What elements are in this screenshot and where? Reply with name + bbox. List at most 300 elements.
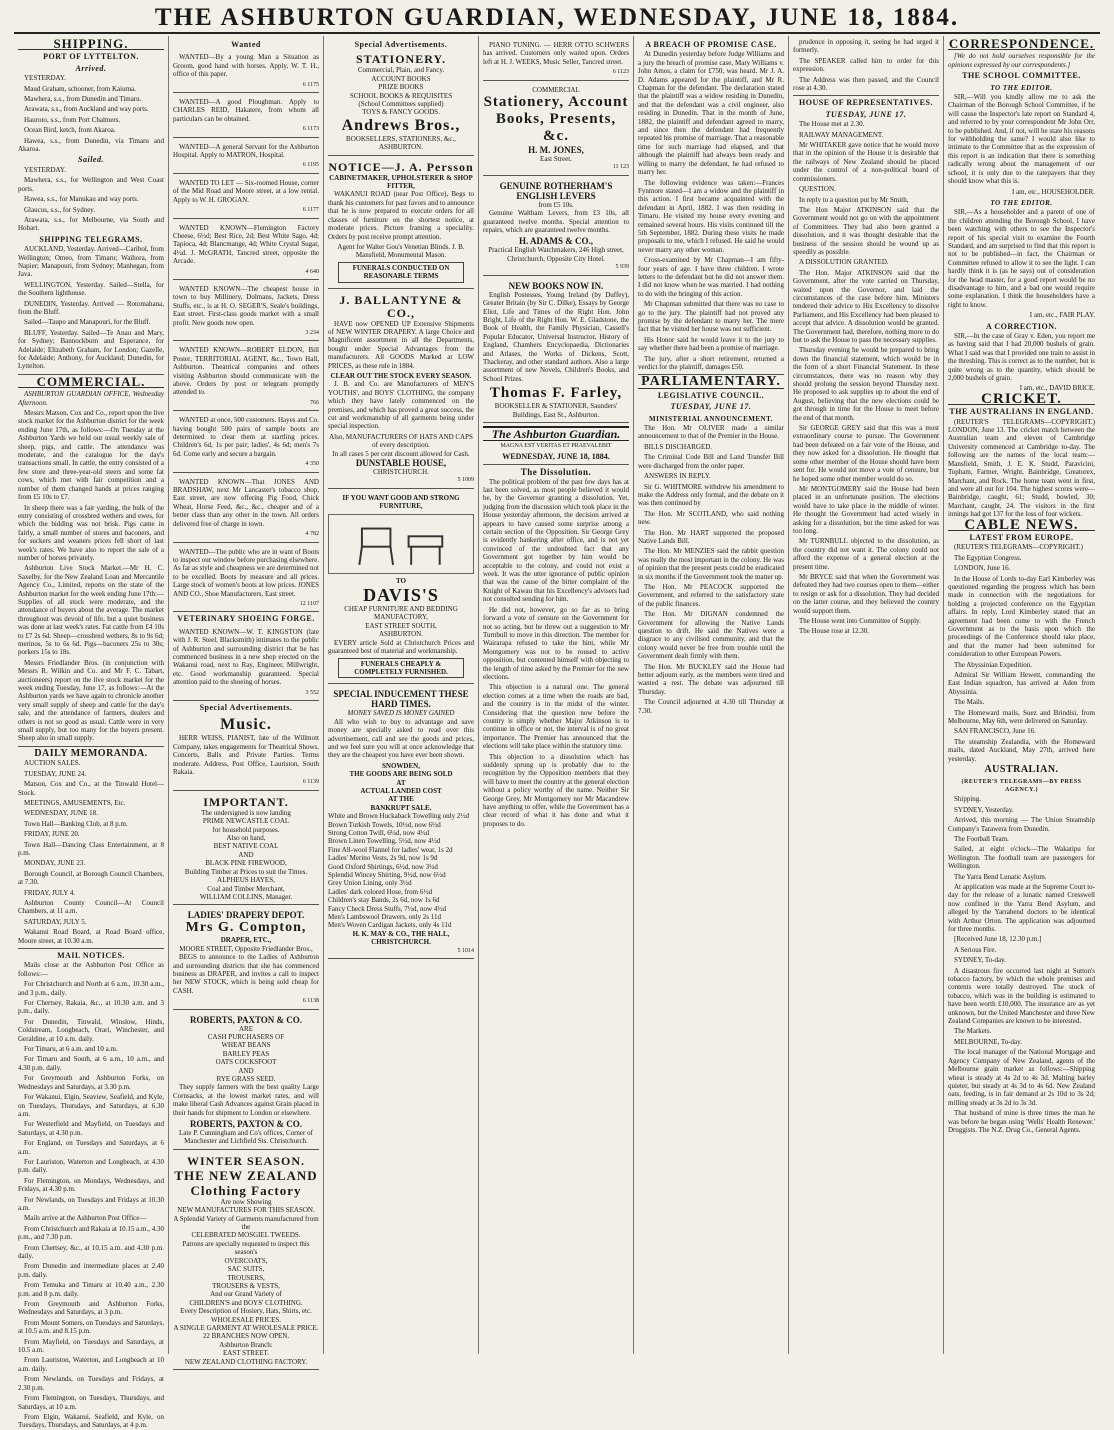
new-books-text: English Postesses, Young Ireland (by Duffey), Greater Britain (by Sir C. Dilke), Essays by George Eliot, Life and Times of the Right Hon. John Bright, Life of the Right Hon. W. E. Gladstone, the Book of Health, the Family Physician, Cassell's Popular Educator, Universal Instructor, History of England, Chambers Encyclopaedia, Dictionaries and Atlases, the Works of Dickens, Scott, Thackeray, and other standard authors. Also a large assortment of new Novels, Children's Books, and School Prizes. <box>483 290 629 383</box>
memoranda-list <box>18 759 164 945</box>
compton-text: BEGS to announce to the Ladies of Ashburton and surrounding districts that she has commenced business as DRAPER, and invites a call to inspect her NEW STOCK, which is being sold cheap for CASH. <box>173 953 319 995</box>
council-date: TUESDAY, JUNE 17. <box>670 402 752 412</box>
genuine-text: Genuine Waltham Levers, from £3 10s, all guaranteed twelve months. Special attention to repairs, which are guaranteed twelve months. <box>483 209 629 235</box>
dissolution-paragraph: The political problem of the past few days has at last been solved, as most people believed it would be, by the Governor granting a dissolution. Yet, judging from the discussion which took place in the House yesterday afternoon, the decision arrived at appears to have caused some surprise among a certain section of the Opposition. Sir George Grey is evidently hankering after office, and is not yet convinced of the undoubted fact that any Government got together by him would be acceptable to the colony, and could not exist a week. It was the utter ignorance of public opinion that was the cause of the bitter complaint of the Knight of Kawau that his Excellency's advisers had not consulted sending for him. <box>483 477 629 604</box>
clothing-line: EAST STREET. <box>222 1349 270 1358</box>
memoranda-item: TUESDAY, JUNE 24. <box>24 769 87 778</box>
farley-heading: Thomas F. Farley, <box>489 385 623 402</box>
school-committee-heading: THE SCHOOL COMMITTEE. <box>962 71 1081 81</box>
mail-paragraph: From Lauriston, Waterton, and Longbeach at 10 a.m. daily. <box>18 1356 164 1373</box>
arrived-item: Hawea, s.s., from Dunedin, via Timaru and Akaroa. <box>18 136 164 154</box>
house-paragraph: Sir GEORGE GREY said that this was a most extraordinary course to pursue. The Government had been defeated on a fair vote of the House, and they now asked for a dissolution. He thought that some other member of the House should have been sent for. He would not move a vote of censure, but he hoped some other member would do so. <box>793 424 939 483</box>
memoranda-item: FRIDAY, JUNE 20. <box>24 830 80 839</box>
house-paragraph: Thursday evening he would be prepared to bring down the financial statement, which would be in the form of a short Financial Statement. In these circumstances, there was no reason why they should prolong the session beyond Thursday next. He proposed to ask supplies up to about the end of August, believing that the new elections could be got through in time for the House to meet before the end of that month. <box>793 346 939 422</box>
house-paragraph: Mr WHITAKER gave notice that he would move that in the opinion of the House it is desirable that the railways of New Zealand should be placed under the control of a non-political board of commissioners. <box>793 141 939 183</box>
music-ad <box>173 713 319 790</box>
wanted-ad-ref: 766 <box>310 399 319 406</box>
roberts-paxton-ad <box>173 1012 319 1150</box>
coal-line: Building Timber at Prices to suit the Times. <box>184 867 308 876</box>
jones-heading: H. M. JONES, <box>528 145 584 156</box>
stationery-line: PRIZE BOOKS <box>378 83 424 92</box>
wanted-ad-text: WANTED TO LET — Six-roomed House, corner of the Mid Road and Moore street, at a low rental. Apply to W. H. GROGAN. <box>173 178 319 204</box>
new-books-heading: NEW BOOKS NOW IN. <box>508 280 604 291</box>
letter-2-text: SIR,—As a householder and a parent of one of the children attending the Borough School, I have been watching with others to see the Inspector's report of his special visit to examine the Fourth Standard, and am surprised to find that this report is not to be published—in fact, the Chairman or Committee refused to allow it to see the light. I can hardly think it is (as he says) out of consideration for the head master, for a good report would be no disadvantage to him, and a bad one would require some explanation. I think the householders have a right to know. <box>948 208 1095 309</box>
ballantyne-also: Also, MANUFACTURERS OF HATS AND CAPS of every description. <box>329 432 473 450</box>
adams-text: Practical English Watchmakers, 246 High street, Christchurch, Opposite City Hotel. <box>488 246 624 263</box>
andrews-heading: Andrews Bros., <box>341 116 461 134</box>
davis-heading: DAVIS'S <box>363 585 439 606</box>
davis-line: ASHBURTON. <box>379 630 423 639</box>
wanted-ad-text: WANTED KNOWN—That JONES AND BRADSHAW, next Mr Lancaster's tobacco shop, East street, are now offering Pig Food, Chick Wheat, Horse Feed, &c., &c., cheaper and of a better class than any other in the town. All orders delivered free of charge in town. <box>173 477 319 528</box>
bankrupt-line: AT THE <box>388 795 414 804</box>
music-heading: Music. <box>220 716 272 734</box>
ballantyne-more: J. B. and Co. are Manufacturers of MEN'S YOUTHS', and BOYS' CLOTHING, the company which they have lately commenced on the premises, and which has proved a great success, the cut and workmanship of all garments being under special inspection. <box>328 380 474 431</box>
clothing-line: Patrons are specially requested to inspect this season's <box>182 1239 310 1257</box>
telegram-paragraph: WELLINGTON, Yesterday. Sailed—Stella, for the Southern lighthouse. <box>18 280 164 298</box>
telegram-paragraph: Sailed—Taupo and Manapouri, for the Bluff. <box>24 318 151 327</box>
special-inducement-heading: SPECIAL INDUCEMENT THESE HARD TIMES. <box>333 689 469 710</box>
mail-paragraph: For Timaru and South, at 6 a.m., 10 a.m., and 4.30 p.m. daily. <box>18 1055 164 1072</box>
telegram-paragraph: AUCKLAND, Yesterday. Arrived—Caribol, from Wellington; Omeo, from Timaru; Waihora, from Napier; Manapouri, from Sydney; Manhegan, from Java. <box>18 245 164 279</box>
stationery-ad <box>328 50 474 155</box>
bankrupt-ref: 5 1014 <box>457 947 474 954</box>
bankrupt-item: Ladies' Merino Vests, 2s 9d, now 1s 9d <box>328 854 438 863</box>
breach-paragraph: At Dunedin yesterday before Judge Williams and a jury the breach of promise case, Mary Williams v. John Amos, a claim for £750, was heard. Mr J. A. D. Adams appeared for the plaintiff, and Mr R. Chapman for the defendant. The declaration stated that the plaintiff was a widow residing in Dunedin, and that the defendant was a civil engineer, also residing in Dunedin. That in the month of June, 1882, the plaintiff and defendant agreed to marry, and since then the defendant had frequently repeated his promise of marriage. That a reasonable time for such marriage had elapsed, and that although the plaintiff had always been ready and willing to marry the defendant, he had refused to marry her. <box>638 50 784 177</box>
continued-paragraph: prudence in opposing it, seeing he had urged it formerly. <box>793 38 939 55</box>
clothing-line: TROUSERS, <box>227 1273 265 1282</box>
correspondence-note: [We do not hold ourselves responsible for the opinions expressed by our correspondents.] <box>948 52 1095 69</box>
roberts-footer-address: Late P. Cunningham and Co's offices, Corner of Manchester and Lichfield Sts. Christchurch. <box>179 1129 313 1146</box>
roberts-lines <box>173 1025 319 1084</box>
piano-text: PIANO TUNING. — HERR OTTO SCHWERS has arrived. Customers only waited upon. Orders left at H. J. WEEKS, Music Seller, Tancred street. <box>483 41 629 66</box>
roberts-heading: ROBERTS, PAXTON & CO. <box>189 1014 303 1025</box>
council-list <box>638 424 784 715</box>
house-paragraph: In reply to a question put by Mr Smith, <box>799 195 909 204</box>
mail-paragraph: From Dunedin and intermediate places at 2.40 p.m. daily. <box>18 1262 164 1279</box>
house-paragraph: The House went into Committee of Supply. <box>799 617 921 625</box>
stationery-heading: STATIONERY. <box>355 52 447 67</box>
australian-paragraph: The Markets. <box>954 1027 992 1036</box>
mail-paragraph: From Greymouth and Ashburton Forks, Wednesdays and Saturdays, at 3 p.m. <box>18 1300 164 1317</box>
sailed-item: Arawata, s.s., for Melbourne, via South and Hobart. <box>18 215 164 233</box>
mail-paragraph: From Christchurch and Rakaia at 10.15 a.m., 4.30 p.m., and 7.30 p.m. <box>18 1224 164 1242</box>
dissolution-paragraph: This objection is a natural one. The general election comes at a time when the roads are bad, and the country is in the midst of the winter. Considering that the question now before the country is simply whether Major Atkinson is to continue in office or not, the interval is of no great importance. The Premier has announced that the elections will take place within the statutory time. <box>483 683 629 751</box>
australian-paragraph: Shipping. <box>954 795 982 804</box>
clothing-line: CHILDREN'S and BOYS' CLOTHING. <box>189 1298 303 1307</box>
wanted-ad-ref: 6 1195 <box>302 162 319 169</box>
stationery-big-heading: Stationery, Account Books, Presents, &c. <box>483 94 629 145</box>
house-paragraph: The House rose at 12.30. <box>799 627 869 636</box>
letter-1-signature: I am, etc., HOUSEHOLDER. <box>1011 187 1095 196</box>
breach-paragraph: The jury, after a short retirement, returned a verdict for the plaintiff, damages £50. <box>638 354 784 372</box>
australian-paragraph: A disastrous fire occurred last night at Sutton's tobacco factory, by which the whole premises and contents were totally destroyed. The stock of tobacco, which was in the building is estimated to have been worth £10,000. The insurance are as yet unknown, but the United Manchester and three New Zealand Companies are known to be interested. <box>948 966 1095 1026</box>
adams-ref: 5 939 <box>615 264 629 271</box>
breach-list <box>638 50 784 371</box>
column-1 <box>14 36 169 1430</box>
memoranda-heading: DAILY MEMORANDA. <box>34 747 148 759</box>
roberts-line: BARLEY PEAS <box>222 1049 270 1058</box>
bankrupt-items <box>328 812 474 930</box>
dissolution-paragraph: He did not, however, go so far as to bring forward a vote of censure on the Government for not so acting, but he threw out a suggestion to Mr Turnbull to move in this direction. The member for Wairarapa refused to take the hint, while Mr Montgomery was not to be roused to active opposition, but contented himself with objecting to the length of time asked by the Premier for the new elections. <box>483 605 629 681</box>
coal-ad <box>173 793 319 905</box>
column-5 <box>634 36 789 1354</box>
council-paragraph: The Hon. Mr HART supported the proposed Native Lands Bill. <box>638 528 784 545</box>
editorial-masthead: The Ashburton Guardian. <box>483 426 629 441</box>
arrived-item: Maud Graham, schooner, from Kaiuma. <box>24 84 136 93</box>
clothing-line: OVERCOATS, <box>224 1256 268 1265</box>
council-subheading: MINISTERIAL ANNOUNCEMENT. <box>649 414 773 423</box>
cable-paragraph: The Mails. <box>954 698 985 707</box>
andrews-subheading: BOOKSELLERS, STATIONERS, &c., ASHBURTON. <box>346 134 456 152</box>
council-paragraph: Sir G. WHITMORE withdrew his amendment to make the Address only formal, and the debate on it was then continued by <box>638 482 784 508</box>
mail-paragraph: For Timaru, at 6 a.m. and 10 a.m. <box>24 1045 118 1054</box>
australian-paragraph: Arrived, this morning — The Union Steamship Company's Tarawera from Dunedin. <box>948 816 1095 833</box>
correspondence-heading: CORRESPONDENCE. <box>948 36 1095 51</box>
editorial-date: WEDNESDAY, JUNE 18, 1884. <box>502 451 610 461</box>
australian-paragraph: The Football Team. <box>954 834 1009 843</box>
mail-paragraph: From Temuka and Timaru at 10.40 a.m., 2.30 p.m. and 8 p.m. daily. <box>18 1281 164 1298</box>
roberts-line: ARE <box>239 1024 253 1033</box>
sailed-item: YESTERDAY. <box>24 165 66 174</box>
bankrupt-item: Men's Woven Cardigan Jackets, only 4s 11d <box>328 921 452 930</box>
coal-line: BLACK PINE FIREWOOD, <box>205 859 287 868</box>
clothing-line: Are now Showing <box>220 1197 272 1206</box>
divider <box>18 746 164 747</box>
farley-subheading: BOOKSELLER & STATIONER, Saunders' Buildings, East St., Ashburton. <box>494 402 618 419</box>
clothing-line: 22 BRANCHES NOW OPEN. <box>202 1332 290 1341</box>
wanted-ad-ref: 4 782 <box>305 531 319 538</box>
ballantyne-ad <box>328 291 474 489</box>
coal-line: WILLIAM COLLINS, Manager. <box>199 892 293 901</box>
stationery-line: TOYS & FANCY GOODS. <box>362 108 440 117</box>
stationery-lines <box>328 66 474 116</box>
letter-to-editor-2: TO THE EDITOR. <box>990 198 1053 207</box>
compton-ad <box>173 907 319 1009</box>
dunstable-subheading: CHRISTCHURCH. <box>373 468 429 477</box>
mail-paragraph: For Lauriston, Waterton and Longbeach, at 4.30 p.m. daily. <box>18 1157 164 1175</box>
correction-signature: I am, etc., DAVID BRICE. <box>1019 384 1095 393</box>
bankrupt-line: THE GOODS ARE BEING SOLD <box>349 770 453 779</box>
bankrupt-item: Ladies' dark colored Hose, from 6½d <box>328 887 433 896</box>
column-6 <box>789 36 944 1354</box>
cricket-heading: CRICKET. <box>948 395 1095 405</box>
commercial-paragraph: Messrs Matson, Cox and Co., report upon the live stock market for the Ashburton district for the week ending June 17th, as follows:—On Tuesday at the Ashburton Yards we held our usual weekly sale of sheep, pigs, and cattle. The attendance was moderate, and the catalogue for the day's transactions small. In cattle, the entry consisted of a few store and three-year-old steers and some fat cows, which met with fair competition and a number of them changed hands at prices ranging from £5 10s to £7. <box>18 409 164 502</box>
bankrupt-sale-ad <box>328 686 474 959</box>
wanted-ad-text: WANTED—A good Ploughman. Apply to CHARLES REID, Hakatere, from whom all particulars can be obtained. <box>173 98 319 123</box>
column-3 <box>324 36 479 1354</box>
council-paragraph: The Criminal Code Bill and Land Transfer Bill were discharged from the order paper. <box>638 453 784 470</box>
sailed-item: Mawhera, s.s., for Wellington and West Coast ports. <box>18 176 164 193</box>
shipping-telegrams-heading: SHIPPING TELEGRAMS. <box>39 234 143 244</box>
dissolution-heading: The Dissolution. <box>520 467 592 478</box>
newspaper-title: THE ASHBURTON GUARDIAN, WEDNESDAY, JUNE 18, 1884. <box>154 4 960 31</box>
davis-line: EAST STREET SOUTH, <box>365 621 437 630</box>
bankrupt-item: Fine All-wool Flannel for ladies' wear, 1s 2d <box>328 845 453 854</box>
memoranda-item: Matson, Cox and Co., at the Tinwald Hotel—Stock. <box>18 780 164 797</box>
coal-line: Also on hand, <box>226 834 266 843</box>
coal-line: for household purposes. <box>212 825 280 834</box>
sailed-item: Hawea, s.s., for Manukau and way ports. <box>24 195 139 204</box>
sailed-heading: Sailed. <box>78 155 104 165</box>
breach-heading: A BREACH OF PROMISE CASE. <box>645 40 777 49</box>
wanted-ad-text: WANTED at once, 500 customers. Hayes and Co. having bought 500 pairs of sample boots are determined to clear them at startling prices. Children's 6d, 1s per pair; ladies', 4s 6d; men's 7s 6d. Come early and secure a bargain. <box>173 416 319 458</box>
clothing-line: TROUSERS & VESTS, <box>212 1281 280 1290</box>
mail-paragraph: For Flemington, on Mondays, Wednesdays, and Fridays, at 4.30 p.m. <box>18 1176 164 1194</box>
council-paragraph: The Hon. Mr PEACOCK supported the Government, and referred to the satisfactory state of the public finances. <box>638 582 784 608</box>
mail-paragraph: For Christchurch and North at 6 a.m., 10.30 a.m., and 3 p.m., daily. <box>18 980 164 997</box>
roberts-line: OATS COCKSFOOT <box>215 1058 277 1067</box>
australian-paragraph: The Yarra Bend Lunatic Asylum. <box>954 872 1047 881</box>
chair-illustration <box>328 514 474 574</box>
mail-paragraph: From Elgin, Wakanui, Seafield, and Kyle, on Tuesdays, Thursdays, and Saturdays, at 4 p.m. <box>18 1412 164 1430</box>
inducement-text: All who wish to buy to advantage and save money are specially asked to read over this advertisement, call and see the goods and prices, and we feel sure you will at once acknowledge that they are the cheapest you have ever been shown. <box>328 717 474 760</box>
memoranda-item: MEETINGS, AMUSEMENTS, Etc. <box>24 798 126 807</box>
persson-agent: Agent for Walter Gou's Venetian Blinds. J. B. Mansfield, Monumental Mason. <box>337 242 465 260</box>
vet-forge-ref: 3 552 <box>305 689 319 696</box>
coal-line: ALPHEUS HAYES, <box>217 876 275 885</box>
bankrupt-item: Children's stay Bands, 2s 6d, now 1s 6d <box>328 896 440 905</box>
stationery-line: ACCOUNT BOOKS <box>371 74 431 83</box>
clothing-line: A SINGLE GARMENT AT WHOLESALE PRICE. <box>173 1323 319 1332</box>
mail-paragraph: For Newlands, on Tuesdays and Fridays at 10.30 a.m. <box>18 1195 164 1212</box>
letter-to-editor-1: TO THE EDITOR. <box>990 83 1053 92</box>
roberts-footer: ROBERTS, PAXTON & CO. <box>189 1119 303 1130</box>
mail-list <box>18 961 164 1429</box>
stationery-line: (School Committees supplied) <box>358 100 444 109</box>
house-paragraph: Mr MONTGOMERY said the House had been placed in an unfortunate position. The elections would have to take place in the middle of winter. He thought the Government had acted wisely in asking for a dissolution, but the time asked for was too long. <box>793 484 939 535</box>
memoranda-item: SATURDAY, JULY 5. <box>24 917 87 926</box>
mail-paragraph: From Mayfield, on Tuesdays and Saturdays, at 10.5 a.m. <box>18 1337 164 1355</box>
mail-paragraph: Mails arrive at the Ashburton Post Office— <box>24 1214 147 1223</box>
arrived-heading: Arrived. <box>75 63 107 73</box>
arrived-item: Hauroto, s.s., from Port Chalmers. <box>24 115 121 124</box>
port-heading: PORT OF LYTTELTON. <box>43 52 139 62</box>
australian-paragraph: That husband of mine is three times the man he was before he began using 'Wells' Health Renewer.' Druggists. The N.Z. Drug Co., General Agents. <box>948 1109 1095 1134</box>
roberts-line: WHEAT BEANS <box>221 1041 271 1050</box>
money-saved: MONEY SAVED IS MONEY GAINED <box>347 709 455 718</box>
clothing-line: SAC SUITS, <box>227 1265 265 1274</box>
commercial-paragraph: In sheep there was a fair yarding, the bulk of the entry consisting of crossbred wethers and ewes, for which the bidding was not brisk. Pigs came in fairly, a small number of stores and baconers, and for suckers and weaners prices fell short of last week's rates. We have also to report the sale of a number of horses privately. <box>18 503 164 562</box>
memoranda-item: AUCTION SALES. <box>24 759 81 768</box>
compton-address: MOORE STREET, Opposite Friedlander Bros., <box>179 944 313 953</box>
council-paragraph: The Council adjourned at 4.30 till Thursday at 7.30. <box>638 698 784 715</box>
house-paragraph: RAILWAY MANAGEMENT. <box>799 130 884 139</box>
continued-paragraph: The SPEAKER called him to order for this expression. <box>793 56 939 74</box>
column-7 <box>944 36 1099 1354</box>
vet-forge-ad <box>173 625 319 701</box>
music-text: HERR WEISS, PIANIST, late of the Willmott Company, takes engagements for Theatrical Shows, Concerts, Balls and Private Parties. Terms moderate. Address, Post Office, Lauriston, South Rakaia. <box>173 734 319 777</box>
house-heading: HOUSE OF REPRESENTATIVES. <box>799 98 933 108</box>
clothing-line: NEW MANUFACTURES FOR THIS SEASON. <box>177 1206 315 1215</box>
coal-line: PRIME NEWCASTLE COAL <box>202 817 290 826</box>
australian-paragraph: SYDNEY, To-day. <box>954 956 1006 965</box>
davis-to: TO <box>396 576 406 585</box>
wanted-ad-ref: 3 234 <box>305 329 319 336</box>
australian-paragraph: A Serious Fire. <box>954 945 997 954</box>
commercial-heading: COMMERCIAL. <box>18 378 164 388</box>
memoranda-item: Ashburton County Council—At Council Chambers, at 11 a.m. <box>18 898 164 916</box>
stationery-line: SCHOOL BOOKS & REQUISITES <box>349 91 453 100</box>
genuine-subheading: from £5 10s. <box>538 200 574 209</box>
council-paragraph: The Hon. Mr SCOTLAND, who said nothing new. <box>638 509 784 527</box>
davis-ad <box>328 491 474 684</box>
mail-paragraph: Mails close at the Ashburton Post Office as follows:— <box>18 961 164 978</box>
dunstable-ref: 5 1009 <box>457 477 474 484</box>
bankrupt-item: Brown Turkish Towels, 10½d, now 6½d <box>328 820 441 829</box>
arrived-item: Ocean Bird, ketch, from Akaroa. <box>24 126 116 135</box>
clothing-lines <box>173 1198 319 1366</box>
continued-list <box>793 38 939 92</box>
breach-paragraph: The following evidence was taken:—Frances Fynmore stated—I am a widow and the plaintiff in this action. I first became acquainted with the defendant in April, 1882. I was then residing in Timaru. He visited my house every evening and remained several hours. His visits continued till the 5th September, 1882. During these visits he made proposals to me, which I refused. He said he would never marry any other woman. <box>638 178 784 254</box>
adams-heading: H. ADAMS & CO., <box>519 236 593 247</box>
memoranda-item: Wakanui Road Board, at Road Board office, Moore street, at 10.30 a.m. <box>18 928 164 945</box>
council-paragraph: ANSWERS IN REPLY. <box>644 472 711 481</box>
cable-paragraph: SAN FRANCISCO, June 16. <box>954 727 1036 736</box>
stationery-line: Commercial, Plain, and Fancy. <box>357 66 445 75</box>
bankrupt-item: Grey Union Lining, only 3½d <box>328 879 412 888</box>
house-paragraph: A DISSOLUTION GRANTED. <box>799 258 889 267</box>
piano-tuning-ad <box>483 38 629 81</box>
mail-paragraph: From Flemington, on Tuesdays, Thursdays, and Saturdays, at 10 a.m. <box>18 1394 164 1411</box>
wanted-ad-ref: 4 640 <box>305 268 319 275</box>
wanted-ad <box>173 413 319 472</box>
arrived-item: Mawhera, s.s., from Dunedin and Timaru. <box>24 95 142 104</box>
commercial-paragraph: Messrs Friedlander Bros. (in conjunction with Messrs R. Wilkin and Co. and Mr F. C. Tabart, auctioneers) report on the live stock market for the week ending Tuesday, June 17, as follows:—At the Ashburton yards we have again to chronicle another very small supply of sheep and cattle for the day's sale, and the attendance of farmers, dealers and others is not so good as usual. Cattle were in very small supply, but too many for the buyers present. Sheep also in small supply. <box>18 658 164 743</box>
memoranda-item: Town Hall—Banking Club, at 8 p.m. <box>24 819 128 828</box>
music-ref: 6 1139 <box>302 779 319 786</box>
cable-news-subheading: LATEST FROM EUROPE. <box>969 532 1074 542</box>
breach-paragraph: Cross-examined by Mr Chapman—I am fifty-four years of age. I have three children. I wrote letters to the defendant but he did not answer them. I did not know when he was married. I had nothing to do with the bringing of this action. <box>638 256 784 298</box>
ladies-drapery-heading: LADIES' DRAPERY DEPOT. <box>187 910 305 921</box>
wanted-ad <box>173 176 319 219</box>
ballantyne-heading: J. BALLANTYNE & CO., <box>339 292 463 320</box>
council-paragraph: The Hon. Mr OLIVER made a similar announcement to that of the Premier in the House. <box>638 424 784 441</box>
mail-paragraph: From Chertsey, &c., at 10.15 a.m. and 4.30 p.m. daily. <box>18 1243 164 1260</box>
page-columns <box>14 36 1100 1430</box>
mail-paragraph: For Chertsey, Rakaia, &c., at 10.30 a.m. and 3 p.m., daily. <box>18 999 164 1016</box>
house-list <box>793 120 939 636</box>
memoranda-item: WEDNESDAY, JUNE 18. <box>24 809 98 818</box>
telegram-paragraph: DUNEDIN, Yesterday. Arrived — Rotomahana, from the Bluff. <box>18 299 164 316</box>
wanted-ad <box>173 140 319 174</box>
arrived-item: YESTERDAY. <box>24 74 66 83</box>
bankrupt-item: Men's Lambswool Drawers, only 2s 11d <box>328 913 441 922</box>
cable-paragraph: LONDON, June 16. <box>954 564 1011 573</box>
australian-paragraph: At application was made at the Supreme Court to-day for the release of a lunatic named Cresswell now confined in the Yarra Bend Asylum, and alleged by the Yarrabend doctors to be identical with Arthur Orton. The application was adjourned for three months. <box>948 882 1095 933</box>
wanted-ad-ref: 12 1107 <box>299 600 319 607</box>
commercial-list <box>18 409 164 743</box>
ballantyne-text: HAVE now OPENED UP Extensive Shipments of NEW WINTER DRAPERY. A large Choice and Magnificent assortment in all the Departments, bought under Special Advantages from the manufacturers. All GOODS Marked at LOW PRICES, as these rule in 1884. <box>328 319 474 370</box>
davis-text: EVERY article Sold at Christchurch Prices and guaranteed best of material and workmanship. <box>328 638 474 656</box>
bankrupt-item: White and Brown Huckaback Towelling only 2½d <box>328 812 470 821</box>
vet-forge-heading: VETERINARY SHOEING FORGE. <box>177 614 315 624</box>
wanted-ad-text: WANTED—A general Servant for the Ashburton Hospital. Apply to MATRON, Hospital. <box>173 142 319 160</box>
divider <box>18 948 164 949</box>
persson-heading: NOTICE—J. A. Persson <box>328 159 474 174</box>
genuine-heading: GENUINE ROTHERHAM'S ENGLISH LEVERS <box>499 180 613 201</box>
cricket-text: (REUTER'S TELEGRAMS—COPYRIGHT.) LONDON, June 13. The cricket match between the Australian team and eleven of Cambridge University commenced at Cambridge to-day. The following are the names of the local team:—Mansfield, Smith, J. E. K. Studd, Paravicini, Topham, Farmer, Wright, Bainbridge, Greatorex, Marchant, and Rock. The home team went in first, and were all out for 104. The highest scores were—Bainbridge, caught, 61; Studd, bowled, 30; Marchant, caught, 24. The visitors in the first innings had got 137 for the loss of four wickets. <box>948 417 1095 519</box>
clothing-line: Every Description of Hosiery, Hats, Shirts, etc. <box>180 1307 312 1316</box>
wanted-ad <box>173 95 319 138</box>
wanted-ad-ref: 6 1175 <box>302 81 319 88</box>
clothing-factory-heading: THE NEW ZEALAND Clothing Factory <box>174 1167 318 1198</box>
house-date: TUESDAY, JUNE 17. <box>825 109 907 119</box>
bankrupt-item: Brown Linen Towelling, 5½d, now 4½d <box>328 837 441 846</box>
ballantyne-discount: In all cases 5 per cent discount allowed for Cash. <box>332 449 470 458</box>
bankrupt-item: Good Oxford Shirtings, 6½d, now 3¼d <box>328 862 438 871</box>
chair-drawing <box>336 518 466 570</box>
funerals-box: FUNERALS CONDUCTED ON REASONABLE TERMS <box>338 262 464 283</box>
breach-paragraph: Mr Chapman submitted that there was no case to go to the jury. The plaintiff had not proved any promise by the defendant to marry her. The mere fact that he visited her house was not sufficient. <box>638 300 784 334</box>
bankrupt-lines <box>328 762 474 812</box>
cable-paragraph: The steamship Zealandia, with the Homeward mails, dated Auckland, May 27th, arrived here yesterday. <box>948 737 1095 763</box>
australian-paragraph: MELBOURNE, To-day. <box>954 1037 1022 1046</box>
memoranda-item: Town Hall—Dancing Class Entertainment, at 8 p.m. <box>18 840 164 857</box>
wanted-ad <box>173 221 319 280</box>
cable-paragraph: In the House of Lords to-day Earl Kimberley was questioned regarding the progress which has been made in connection with the negotiations for holding a projected conference on the Egyptian affairs. In reply, Lord Kimberley stated that an agreement had been come to with the French Government as to the basis upon which the proceedings of the Conference should take place, and that the matter had been submitted for consideration to other European Powers. <box>948 574 1095 659</box>
memoranda-item: MONDAY, JUNE 23. <box>24 859 86 868</box>
cricket-subheading: THE AUSTRALIANS IN ENGLAND. <box>949 407 1094 417</box>
compton-heading: Mrs G. Compton, <box>185 920 307 936</box>
coal-lines <box>173 809 319 901</box>
davis-lines <box>328 605 474 639</box>
vet-forge-text: WANTED KNOWN—W. T. KINGSTON (late with J. R. Steel, Blacksmith) intimates to the public of Ashburton and surrounding district that he has commenced business in a new shop erected on the Wakanui road, next to Ray, Engineer, Millwright, etc. Good workmanship guaranteed. Special attention paid to the shoeing of horses. <box>173 627 319 687</box>
arrived-item: Arawata, s.s., from Auckland and way ports. <box>24 105 149 114</box>
cable-paragraph: (REUTER'S TELEGRAMS—COPYRIGHT.) <box>954 543 1083 552</box>
roberts-line: AND <box>238 1066 254 1075</box>
commercial-subheading: ASHBURTON GUARDIAN OFFICE, Wednesday Afternoon. <box>18 390 164 407</box>
mail-paragraph: From Newlands, on Tuesdays and Fridays, at 2.30 p.m. <box>18 1375 164 1392</box>
bankrupt-line: SNOWDEN, <box>382 761 420 770</box>
house-paragraph: The House met at 2.30. <box>799 120 865 129</box>
piano-ref: 6 1123 <box>612 69 629 76</box>
memoranda-item: Borough Council, at Borough Council Chambers, at 7.30. <box>18 869 164 887</box>
bankrupt-line: AT <box>396 778 406 787</box>
jones-ref: 11 123 <box>612 164 629 171</box>
wanted-ad-ref: 6 1173 <box>302 126 319 133</box>
column-4 <box>479 36 634 1354</box>
coal-line: AND <box>238 850 254 859</box>
davis-want: IF YOU WANT GOOD AND STRONG FURNITURE, <box>342 493 460 511</box>
compton-subheading: DRAPER, ETC., <box>220 936 272 945</box>
parliamentary-heading: PARLIAMENTARY. <box>638 378 784 388</box>
roberts-text: They supply farmers with the best quality Large Cornsacks, at the lowest market rates, and will make liberal Cash Advances against Grain placed in their hands for shipment to London or elsewhere. <box>173 1083 319 1117</box>
ballantyne-clear: CLEAR OUT THE STOCK EVERY SEASON. <box>330 371 472 380</box>
dunstable-heading: DUNSTABLE HOUSE, <box>355 458 447 469</box>
letter-2-signature: I am, etc., FAIR PLAY. <box>1029 311 1095 320</box>
special-ads-heading-2: Special Advertisements. <box>354 40 448 49</box>
wanted-ad-ref: 4 350 <box>305 461 319 468</box>
council-paragraph: The Hon. Mr DIGNAN condemned the Government for allowing the Native Lands question to drift. He said the Natives were a disgrace to any civilised community, and that the colony would never be free from trouble until the Government dealt firmly with them. <box>638 610 784 661</box>
house-paragraph: Mr BRYCE said that when the Government was defeated they had two courses open to them—either to resign or ask for a dissolution. They had decided on the latter course, and they believed the country would support them. <box>793 572 939 615</box>
wanted-ad <box>173 475 319 543</box>
wanted-ad-ref: 6 1177 <box>302 207 319 214</box>
continued-paragraph: The Address was then passed, and the Council rose at 4.30. <box>793 75 939 93</box>
mail-paragraph: For Wakanui, Elgin, Seaview, Seafield, and Kyle, on Tuesdays, Thursdays, and Saturdays, at 6.30 a.m. <box>18 1093 164 1118</box>
cable-paragraph: The Egyptian Congress. <box>954 553 1022 562</box>
bankrupt-item: Splendid Wincey Shirting, 9½d, now 6½d <box>328 871 446 880</box>
coal-line: The undersigned is now landing <box>201 808 291 817</box>
wanted-ad <box>173 343 319 411</box>
wanted-ad-text: WANTED KNOWN—Flemington Factory Cheese, 6½d; Best Rice, 2d; Best White Sago, 4d; Tapioca, 4d; Blancmange, 4d; White Crystal Sugar, 4½d. J. McGRATH, Tancred street, opposite the Arcade. <box>173 223 319 266</box>
breach-paragraph: His Honor said he would leave it to the jury to say whether there had been a promise of marriage. <box>638 335 784 353</box>
clothing-line: And our Grand Variety of <box>210 1290 282 1299</box>
clothing-factory-ad <box>173 1152 319 1370</box>
divider <box>483 464 629 465</box>
sailed-list <box>18 166 164 233</box>
coal-line: Coal and Timber Merchant, <box>207 884 285 893</box>
australian-paragraph: [Received June 18, 12.30 p.m.] <box>954 935 1042 944</box>
